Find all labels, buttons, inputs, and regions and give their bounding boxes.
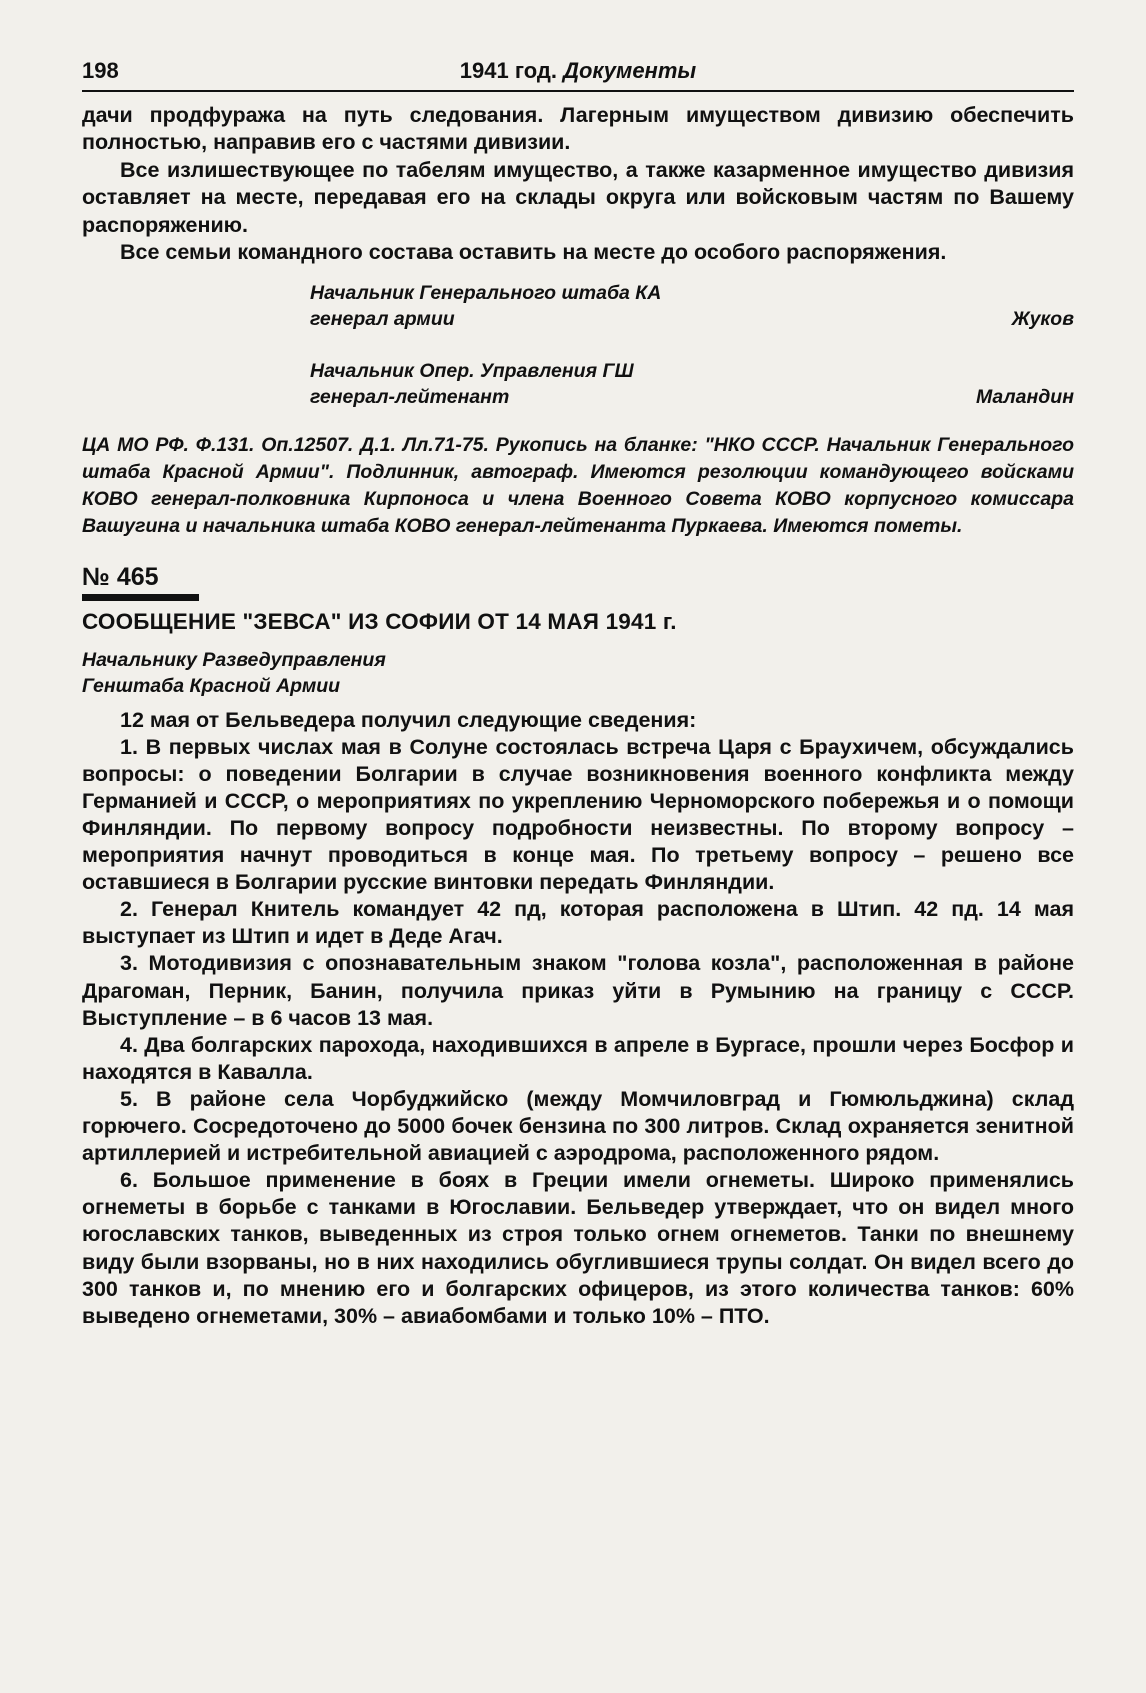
signature-line: [310, 306, 1074, 332]
addressee-line: Генштаба Красной Армии: [82, 674, 341, 697]
running-header: [82, 58, 1074, 92]
addressee-line: Начальнику Разведуправления: [82, 648, 386, 671]
running-title-year: 1941 год.: [459, 58, 564, 83]
signature-line: [310, 384, 1074, 410]
document-number-rule: [82, 594, 199, 601]
signature-position: Начальник Опер. Управления ГШ: [310, 360, 634, 383]
signature-name: Маландин: [975, 386, 1074, 409]
document-title: СООБЩЕНИЕ "ЗЕВСА" ИЗ СОФИИ ОТ 14 МАЯ 1941 г.: [82, 608, 677, 634]
signature-rank: генерал армии: [310, 308, 455, 331]
paragraph: 5. В районе села Чорбуджийско (между Момчиловград и Гюмюльджина) склад горючего. Сосредоточено до 5000 бочек бензина по 300 литров. Склад охраняется зенитной артиллерией и истребительной авиацией с аэродрома, расположенного рядом.: [82, 1086, 1074, 1166]
paragraph: 1. В первых числах мая в Солуне состоялась встреча Царя с Браухичем, обсуждались вопросы: о поведении Болгарии в случае возникновения военного конфликта между Германией и СССР, о мероприятиях по укреплению Черноморского побережья и о помощи Финляндии. По первому вопросу подробности неизвестны. По второму вопросу – мероприятия начнут проводиться в конце мая. По третьему вопросу – решено все оставшиеся в Болгарии русские винтовки передать Финляндии.: [82, 734, 1074, 895]
paragraph: Все излишествующее по табелям имущество, а также казарменное имущество дивизия оставляет на месте, передавая его на склады округа или войсковым частям по Вашему распоряжению.: [82, 157, 1074, 237]
paragraph: 6. Большое применение в боях в Греции имели огнеметы. Широко применялись огнеметы в борьбе с танками в Югославии. Бельведер утверждает, что он видел много югославских танков, выведенных из строя только огнем огнеметов. Танки по внешнему виду были взорваны, но в них находились обуглившиеся трупы солдат. Он видел всего до 300 танков и, по мнению его и болгарских офицеров, из этого количества танков: 60% выведено огнеметами, 30% – авиабомбами и только 10% – ПТО.: [82, 1168, 1074, 1328]
paragraph: Все семьи командного состава оставить на месте до особого распоряжения.: [120, 240, 947, 265]
page-number: 198: [82, 58, 119, 83]
paragraph: 2. Генерал Книтель командует 42 пд, которая расположена в Штип. 42 пд. 14 мая выступает из Штип и идет в Деде Агач.: [82, 897, 1074, 949]
document-number: № 465: [82, 562, 159, 591]
paragraph: 4. Два болгарских парохода, находившихся в апреле в Бургасе, прошли через Босфор и находятся в Кавалла.: [82, 1032, 1074, 1084]
signature-name: Жуков: [1011, 308, 1074, 331]
continuation-text: [82, 102, 1074, 266]
document-number-block: [82, 562, 1074, 601]
signature-position: Начальник Генерального штаба КА: [310, 282, 662, 305]
archive-note: ЦА МО РФ. Ф.131. Оп.12507. Д.1. Лл.71-75. Рукопись на бланке: "НКО СССР. Начальник Генерального штаба Красной Армии". Подлинник, автограф. Имеются резолюции командующего войсками КОВО генерал-полковника Кирпоноса и члена Военного Совета КОВО корпусного комиссара Вашугина и начальника штаба КОВО генерал-лейтенанта Пуркаева. Имеются пометы.: [82, 434, 1074, 537]
document-body: [82, 707, 1074, 1330]
page: [82, 58, 1074, 1330]
running-title: [202, 58, 1074, 84]
signature-title: [310, 280, 1074, 306]
signature-rank: генерал-лейтенант: [310, 386, 510, 409]
paragraph: 3. Мотодивизия с опознавательным знаком "голова козла", расположенная в районе Драгоман, Перник, Банин, получила приказ уйти в Румынию на границу с СССР. Выступление – в 6 часов 13 мая.: [82, 951, 1074, 1030]
signature-title: [310, 358, 1074, 384]
signature-block: [82, 280, 1074, 410]
paragraph: дачи продфуража на путь следования. Лагерным имуществом дивизию обеспечить полностью, направив его с частями дивизии.: [82, 103, 1074, 155]
addressee: [82, 647, 1074, 699]
running-title-section: Документы: [563, 58, 697, 83]
paragraph: 12 мая от Бельведера получил следующие сведения:: [120, 707, 697, 732]
